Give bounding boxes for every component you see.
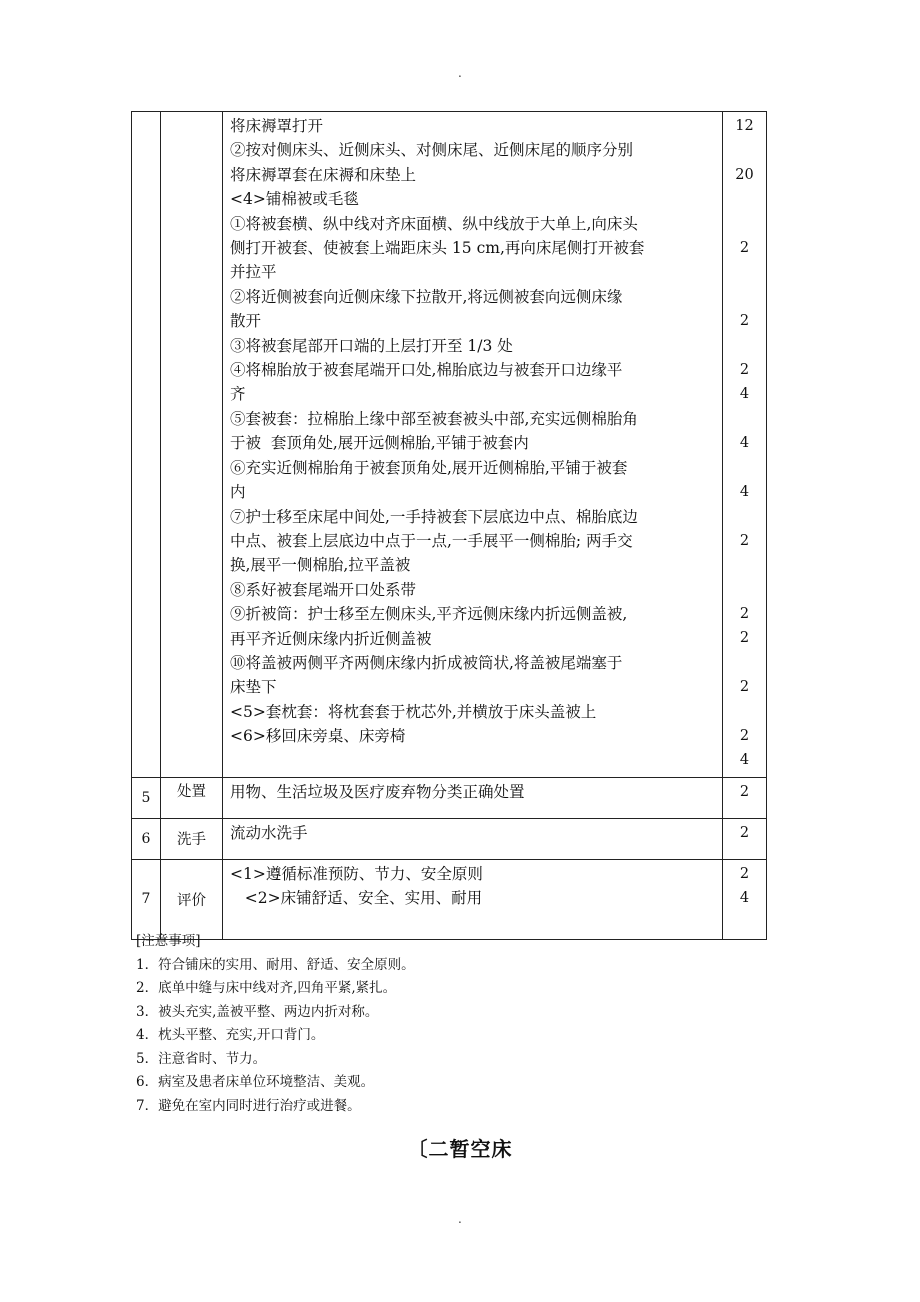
content-line: <6>移回床旁桌、床旁椅 <box>230 727 406 746</box>
content-line: 中点、被套上层底边中点于一点,一手展平一侧棉胎; 两手交 <box>230 531 633 550</box>
score-value: 2 <box>739 783 750 800</box>
content-line: ④将棉胎放于被套尾端开口处,棉胎底边与被套开口边缘平 <box>230 361 623 380</box>
score-value <box>723 651 766 675</box>
score-value <box>723 407 766 431</box>
step-name: 处置 <box>161 777 223 818</box>
step-content-cell <box>223 112 723 778</box>
score-value: 2 <box>739 239 750 256</box>
step-name-cell <box>161 112 223 778</box>
step-number-cell <box>132 112 161 778</box>
notes-heading: [注意事项] <box>136 933 201 949</box>
step-number: 7 <box>132 859 161 939</box>
score-value: 2 <box>739 727 750 744</box>
content-line: 床垫下 <box>230 678 277 697</box>
content-line: 散开 <box>230 312 262 331</box>
score-value: 2 <box>739 865 750 882</box>
content-line: ②按对侧床头、近侧床头、对侧床尾、近侧床尾的顺序分别 <box>230 141 634 160</box>
score-cell <box>723 112 767 778</box>
content-line: ⑦护士移至床尾中间处,一手持被套下层底边中点、棉胎底边 <box>230 507 638 526</box>
table-row-continued <box>132 112 767 778</box>
content-line: 将床褥罩打开 <box>230 117 324 135</box>
step-name: 洗手 <box>161 818 223 859</box>
score-list <box>723 819 766 849</box>
note-item: 6．病室及患者床单位环境整洁、美观。 <box>136 1074 375 1090</box>
notes-section <box>136 930 415 1118</box>
score-value: 2 <box>739 313 750 330</box>
content-line: 内 <box>230 483 246 502</box>
content-line: 齐 <box>230 385 246 404</box>
table-row <box>132 859 767 939</box>
step-number: 5 <box>132 777 161 818</box>
score-value: 2 <box>739 532 750 549</box>
table-row <box>132 818 767 859</box>
score-value: 2 <box>739 605 750 622</box>
content-line: <2>床铺舒适、安全、实用、耐用 <box>230 888 483 907</box>
score-value <box>723 699 766 723</box>
content-line: <1>遵循标准预防、节力、安全原则 <box>230 864 483 883</box>
score-value: 4 <box>739 889 750 906</box>
content-line: 用物、生活垃圾及医疗废弃物分类正确处置 <box>230 782 525 801</box>
content-line: ②将近侧被套向近侧床缘下拉散开,将远侧被套向远侧床缘 <box>230 287 623 306</box>
content-line: <4>铺棉被或毛毯 <box>230 190 359 209</box>
step-content-lines <box>223 778 722 808</box>
score-value: 20 <box>735 166 754 183</box>
note-item: 7．避免在室内同时进行治疗或进餐。 <box>136 1097 361 1114</box>
score-value: 2 <box>739 678 750 695</box>
note-item: 1．符合铺床的实用、耐用、舒适、安全原则。 <box>136 956 415 973</box>
note-item: 2．底单中缝与床中线对齐,四角平紧,紧扎。 <box>136 980 397 996</box>
content-line: ⑨折被筒：护士移至左侧床头,平齐远侧床缘内折远侧盖被, <box>230 605 628 624</box>
score-value: 2 <box>739 824 750 841</box>
score-value: 2 <box>739 630 750 647</box>
score-list <box>723 778 766 808</box>
score-value <box>723 285 766 309</box>
score-value <box>723 577 766 601</box>
score-value <box>723 455 766 479</box>
content-line: 于被 套顶角处,展开远侧棉胎,平铺于被套内 <box>230 434 529 453</box>
content-line: ⑩将盖被两侧平齐两侧床缘内折成被筒状,将盖被尾端塞于 <box>230 653 623 672</box>
note-item: 3．被头充实,盖被平整、两边内折对称。 <box>136 1003 379 1020</box>
step-number: 6 <box>132 818 161 859</box>
notes-list <box>136 954 415 1119</box>
content-line: 换,展平一侧棉胎,拉平盖被 <box>230 556 411 575</box>
page-mark-top: . <box>458 66 462 80</box>
content-line: 再平齐近侧床缘内折近侧盖被 <box>230 629 432 648</box>
content-line: ①将被套横、纵中线对齐床面横、纵中线放于大单上,向床头 <box>230 214 638 233</box>
score-value <box>723 187 766 211</box>
content-line: <5>套枕套：将枕套套于枕芯外,并横放于床头盖被上 <box>230 702 597 721</box>
content-line: 流动水洗手 <box>230 823 308 842</box>
procedure-table <box>131 111 766 940</box>
score-value: 2 <box>739 361 750 378</box>
score-list <box>723 112 766 777</box>
score-value: 4 <box>739 752 750 769</box>
score-value <box>723 504 766 528</box>
score-value <box>723 138 766 162</box>
table-row <box>132 777 767 818</box>
score-value <box>723 260 766 284</box>
page-mark-bottom: . <box>458 1212 462 1226</box>
content-line: ⑥充实近侧棉胎角于被套顶角处,展开近侧棉胎,平铺于被套 <box>230 458 628 477</box>
step-content-lines <box>223 860 722 915</box>
section-title: 〔二暂空床 <box>407 1137 513 1161</box>
score-value: 12 <box>735 118 754 134</box>
content-line: 并拉平 <box>230 263 277 282</box>
content-line: 侧打开被套、使被套上端距床头 15 cm,再向床尾侧打开被套 <box>230 239 645 258</box>
score-value <box>723 212 766 236</box>
note-item: 4．枕头平整、充实,开口背门。 <box>136 1027 325 1043</box>
score-value <box>723 334 766 358</box>
content-line: ⑧系好被套尾端开口处系带 <box>230 580 417 599</box>
score-value: 4 <box>739 483 750 500</box>
score-value <box>723 553 766 577</box>
content-line: 将床褥罩套在床褥和床垫上 <box>230 165 417 184</box>
content-line: ⑤套被套：拉棉胎上缘中部至被套被头中部,充实远侧棉胎角 <box>230 409 638 428</box>
step-content-lines <box>223 112 722 753</box>
score-list <box>723 860 766 915</box>
note-item: 5．注意省时、节力。 <box>136 1050 267 1067</box>
step-name: 评价 <box>161 859 223 939</box>
content-line: ③将被套尾部开口端的上层打开至 1/3 处 <box>230 336 513 355</box>
score-value: 4 <box>739 386 750 403</box>
score-value: 4 <box>739 435 750 452</box>
step-content-lines <box>223 819 722 849</box>
